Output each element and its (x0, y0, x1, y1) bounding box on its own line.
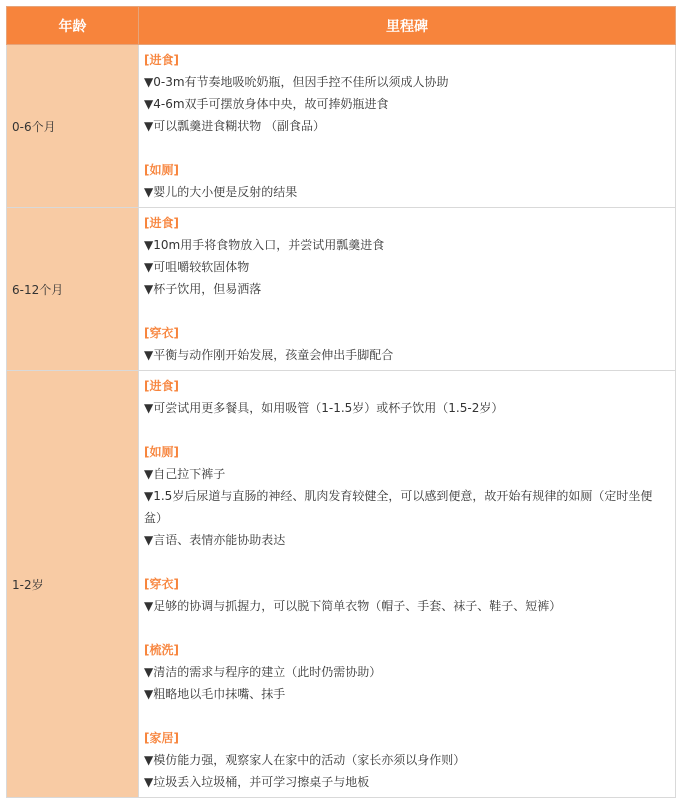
milestone-cell (139, 208, 676, 371)
header-age: 年龄 (7, 7, 139, 45)
milestone-cell (139, 371, 676, 798)
section-spacer (144, 617, 669, 639)
milestone-item: ▼可尝试用更多餐具，如用吸管（1-1.5岁）或杯子饮用（1.5-2岁） (144, 401, 504, 415)
section-spacer (144, 551, 669, 573)
age-cell: 6-12个月 (7, 208, 139, 371)
section-title: [进食] (144, 53, 179, 67)
section-title: [进食] (144, 216, 179, 230)
milestone-item: ▼0-3m有节奏地吸吮奶瓶，但因手控不佳所以须成人协助 (144, 75, 449, 89)
section-spacer (144, 705, 669, 727)
table-header-row (7, 7, 676, 45)
table-body (7, 45, 676, 798)
section-spacer (144, 419, 669, 441)
age-cell: 0-6个月 (7, 45, 139, 208)
milestone-item: ▼可咀嚼较软固体物 (144, 260, 250, 274)
milestone-item: ▼4-6m双手可摆放身体中央，故可捧奶瓶进食 (144, 97, 389, 111)
milestone-item: ▼可以瓢羹进食糊状物 （副食品） (144, 119, 326, 133)
milestone-item: ▼平衡与动作刚开始发展，孩童会伸出手脚配合 (144, 348, 394, 362)
milestone-item: ▼1.5岁后尿道与直肠的神经、肌肉发育较健全，可以感到便意，故开始有规律的如厕（定时坐便盆） (144, 489, 653, 525)
section-title: [穿衣] (144, 577, 179, 591)
milestone-item: ▼足够的协调与抓握力，可以脱下简单衣物（帽子、手套、袜子、鞋子、短裤） (144, 599, 562, 613)
section-title: [家居] (144, 731, 179, 745)
milestone-item: ▼模仿能力强，观察家人在家中的活动（家长亦须以身作则） (144, 753, 466, 767)
table-row (7, 45, 676, 208)
milestone-cell (139, 45, 676, 208)
milestone-item: ▼婴儿的大小便是反射的结果 (144, 185, 298, 199)
milestone-item: ▼粗略地以毛巾抹嘴、抹手 (144, 687, 286, 701)
section-title: [进食] (144, 379, 179, 393)
section-title: [如厕] (144, 445, 179, 459)
section-spacer (144, 137, 669, 159)
section-title: [穿衣] (144, 326, 179, 340)
header-milestone: 里程碑 (139, 7, 676, 45)
section-spacer (144, 300, 669, 322)
milestone-item: ▼言语、表情亦能协助表达 (144, 533, 286, 547)
milestone-item: ▼杯子饮用，但易洒落 (144, 282, 262, 296)
milestone-item: ▼清洁的需求与程序的建立（此时仍需协助） (144, 665, 382, 679)
table-row (7, 208, 676, 371)
table-row (7, 371, 676, 798)
milestone-table (6, 6, 676, 798)
section-title: [如厕] (144, 163, 179, 177)
age-cell: 1-2岁 (7, 371, 139, 798)
milestone-item: ▼10m用手将食物放入口，并尝试用瓢羹进食 (144, 238, 385, 252)
milestone-item: ▼自己拉下裤子 (144, 467, 226, 481)
milestone-table-container (6, 6, 676, 798)
section-title: [梳洗] (144, 643, 179, 657)
milestone-item: ▼垃圾丢入垃圾桶，并可学习擦桌子与地板 (144, 775, 370, 789)
